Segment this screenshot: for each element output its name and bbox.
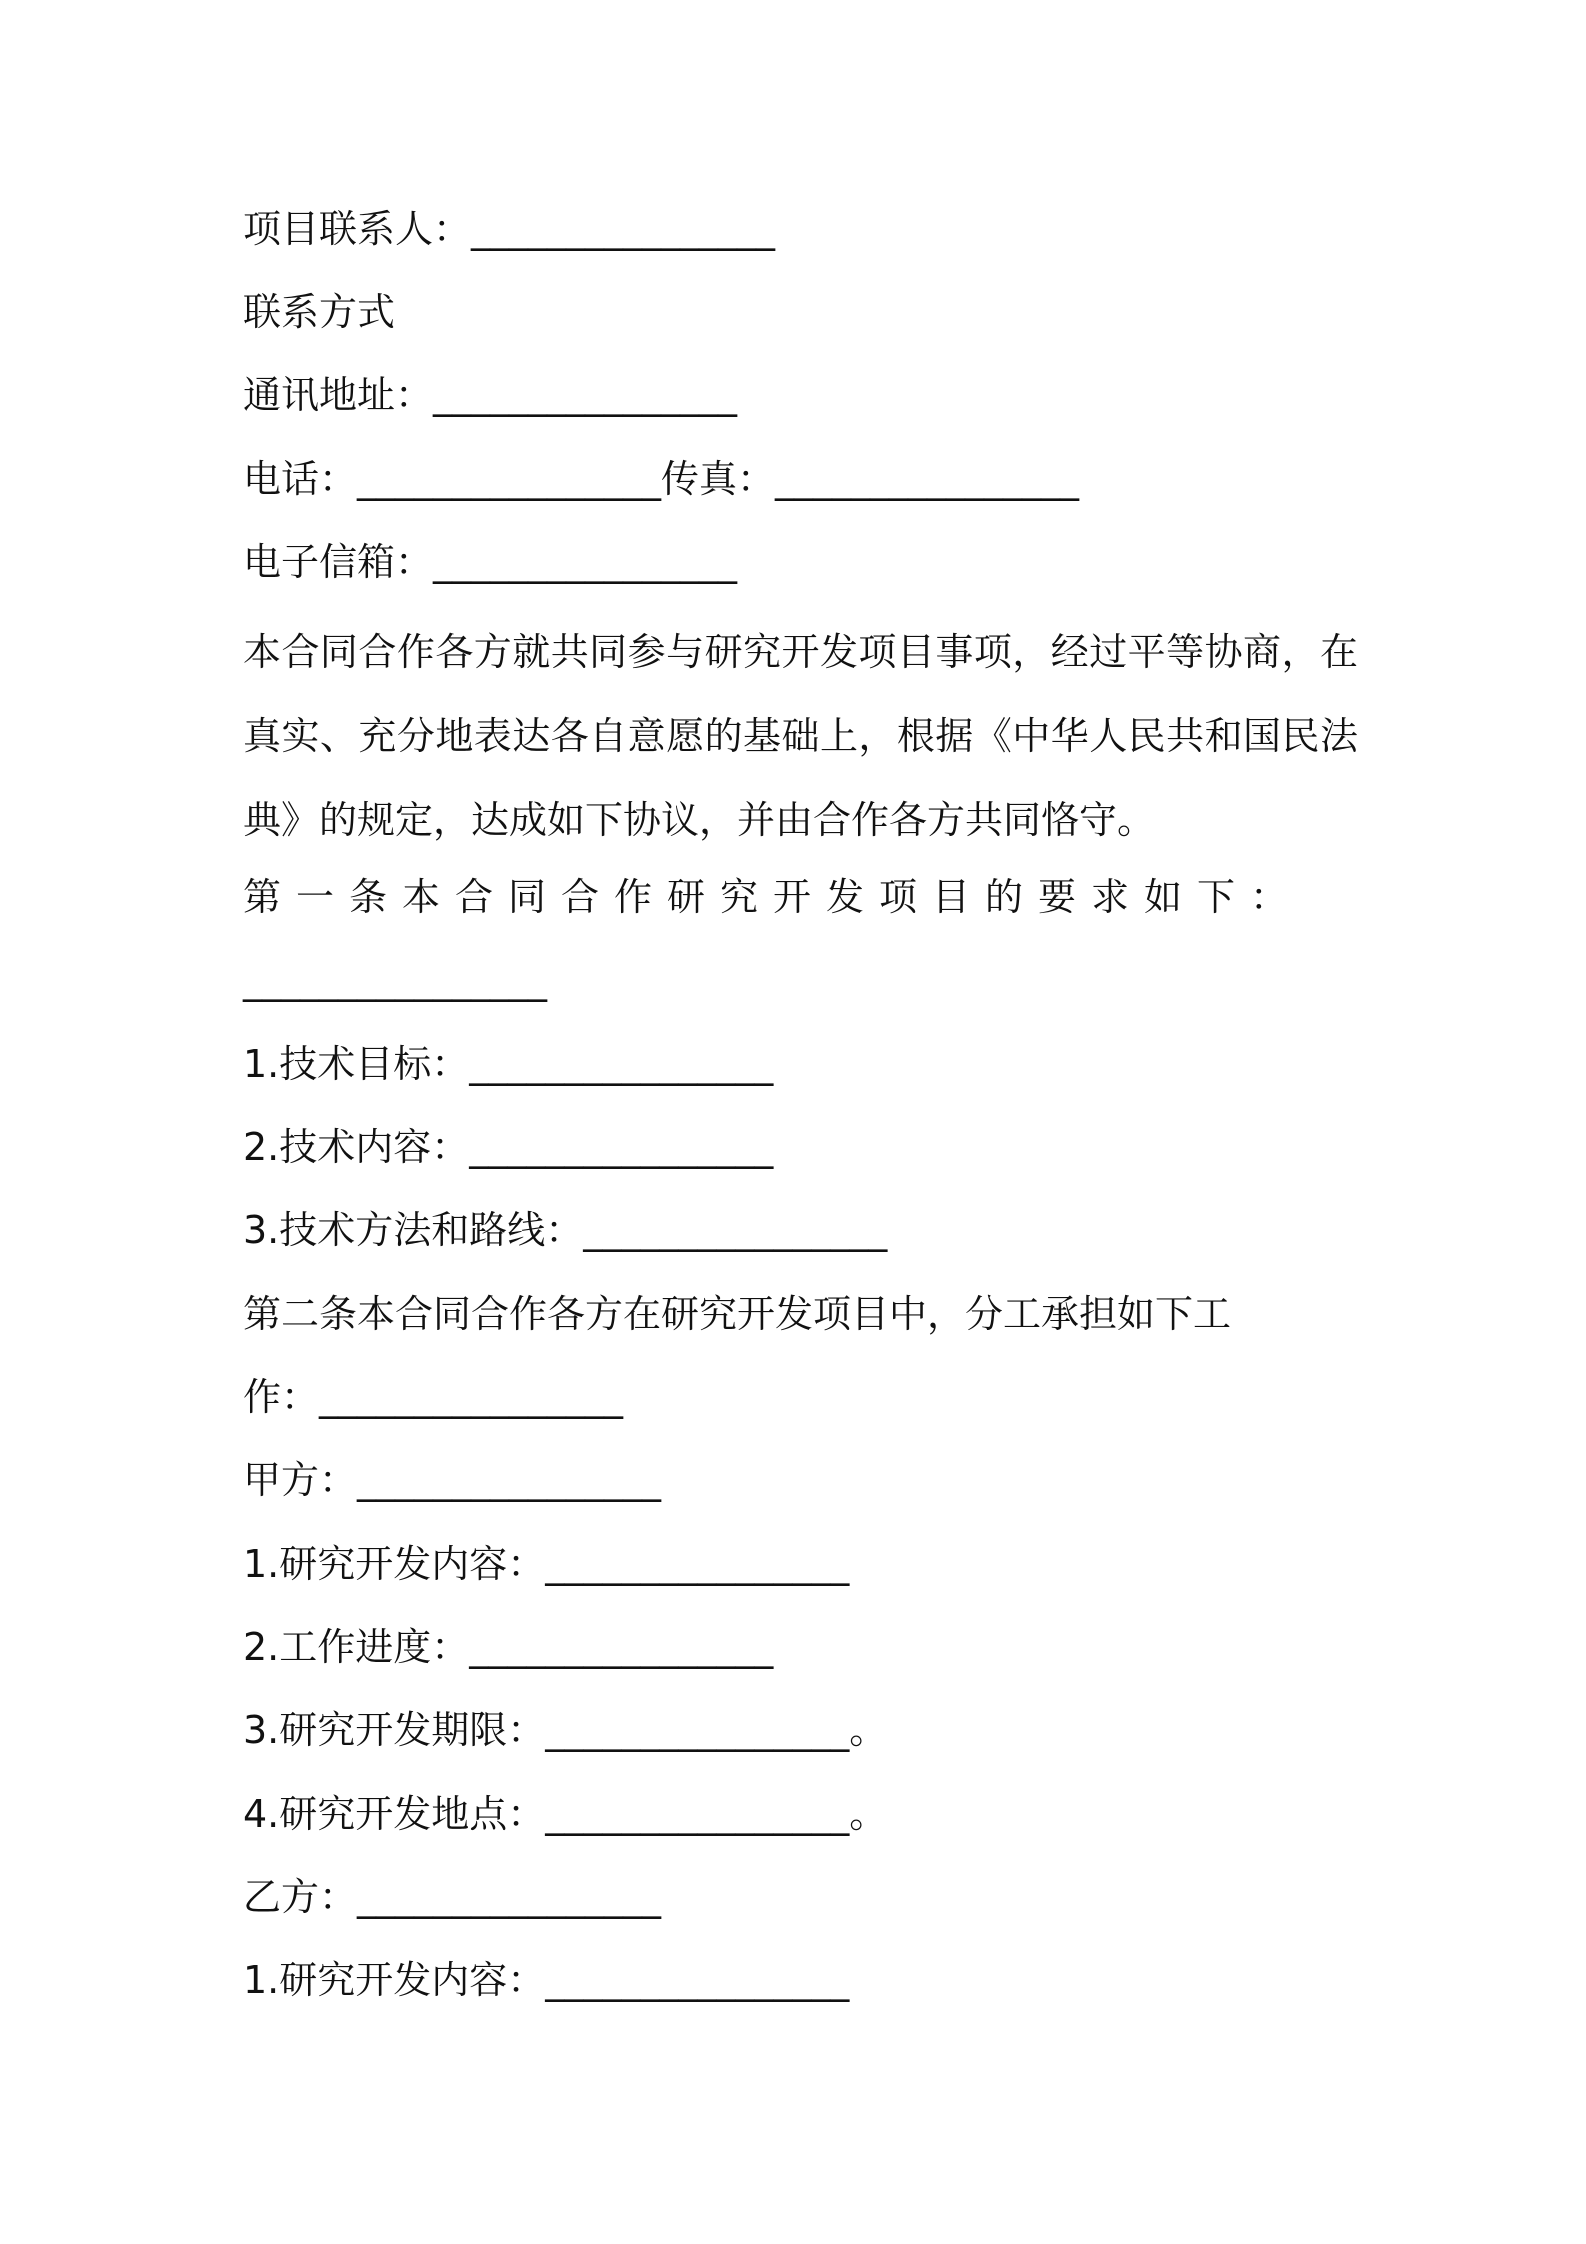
tech-method-line: 3.技术方法和路线：________________ [243,1208,888,1252]
preamble-paragraph: 本合同合作各方就共同参与研究开发项目事项，经过平等协商，在真实、充分地表达各自意愿的基础上，根据《中华人民共和国民法典》的规定，达成如下协议，并由合作各方共同恪守。 [243,630,1358,842]
tech-goal-line: 1.技术目标：________________ [243,1042,774,1086]
party-b-content-line: 1.研究开发内容：________________ [243,1958,850,2002]
party-a-progress-line: 2.工作进度：________________ [243,1625,774,1669]
article-1-heading: 第一条本合同合作研究开发项目的要求如下： [243,875,1304,919]
article-1-blank: ________________ [243,958,547,1002]
party-a-line: 甲方：________________ [243,1458,662,1502]
party-a-period-line: 3.研究开发期限：________________。 [243,1708,888,1752]
tech-content-line: 2.技术内容：________________ [243,1125,774,1169]
address-line: 通讯地址：________________ [243,373,738,417]
article-2-line-2: 作：________________ [243,1375,624,1419]
article-2-line-1: 第二条本合同合作各方在研究开发项目中，分工承担如下工 [243,1292,1232,1336]
phone-fax-line: 电话：________________传真：________________ [243,457,1080,501]
email-line: 电子信箱：________________ [243,540,738,584]
party-b-line: 乙方：________________ [243,1875,662,1919]
party-a-content-line: 1.研究开发内容：________________ [243,1542,850,1586]
contact-method-heading: 联系方式 [243,290,396,334]
contact-person-line: 项目联系人：________________ [243,207,776,251]
party-a-location-line: 4.研究开发地点：________________。 [243,1792,888,1836]
